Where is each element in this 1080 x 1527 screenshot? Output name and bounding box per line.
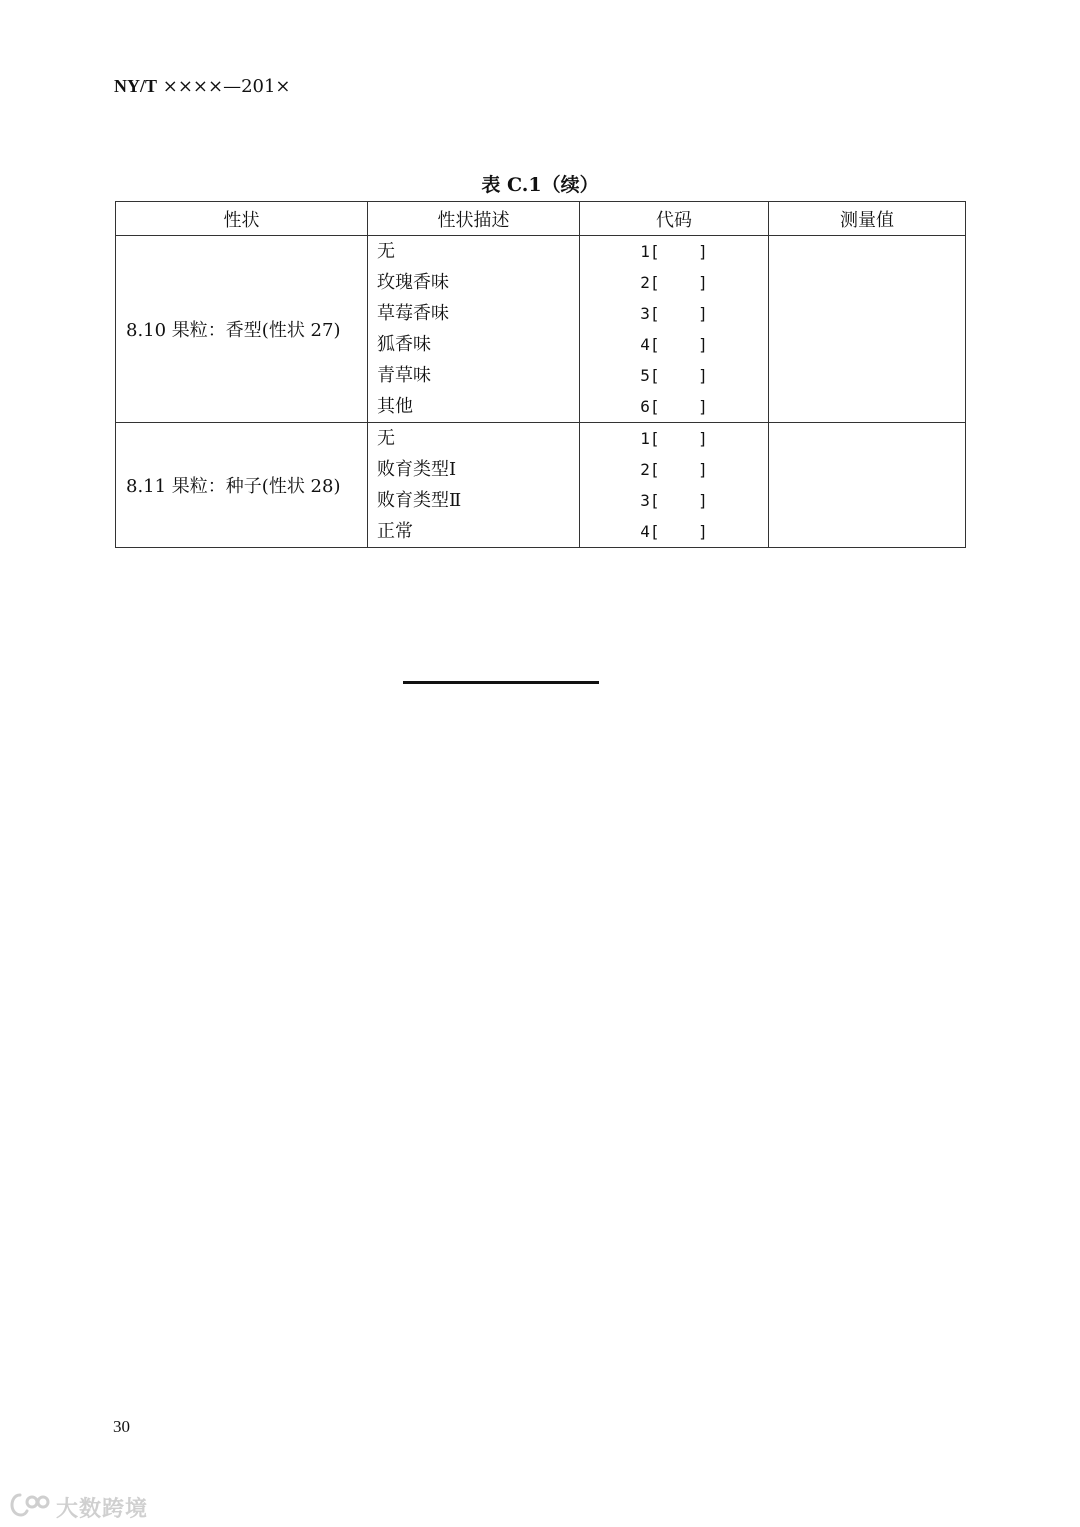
table-caption: 表 C.1（续） <box>481 174 599 196</box>
column-header-trait: 性状 <box>116 202 368 236</box>
end-of-document-rule <box>403 681 599 684</box>
standard-code-header <box>114 76 291 97</box>
description-item: 无 <box>377 241 395 262</box>
table-row <box>116 423 966 548</box>
column-header-measured-value: 测量值 <box>769 202 966 236</box>
code-list <box>580 236 769 423</box>
code-checkbox[interactable]: 1[ ] <box>640 242 708 261</box>
watermark-logo-icon <box>10 1491 50 1523</box>
code-list <box>580 423 769 548</box>
description-list <box>368 236 580 423</box>
measured-value-cell[interactable] <box>769 236 966 423</box>
page-number: 30 <box>113 1417 130 1436</box>
description-item: 玫瑰香味 <box>377 272 449 293</box>
table-header-row <box>116 202 966 236</box>
description-item: 败育类型Ⅱ <box>377 490 462 511</box>
code-checkbox[interactable]: 5[ ] <box>640 366 708 385</box>
code-checkbox[interactable]: 3[ ] <box>640 491 708 510</box>
description-item: 狐香味 <box>377 334 431 355</box>
code-checkbox[interactable]: 2[ ] <box>640 273 708 292</box>
description-item: 草莓香味 <box>377 303 449 324</box>
code-checkbox[interactable]: 6[ ] <box>640 397 708 416</box>
standard-prefix: NY/T <box>114 76 158 96</box>
trait-name: 8.10 果粒：香型(性状 27) <box>116 236 368 423</box>
column-header-code: 代码 <box>580 202 769 236</box>
description-item: 正常 <box>377 521 413 542</box>
code-checkbox[interactable]: 1[ ] <box>640 429 708 448</box>
standard-number: ××××—201× <box>157 76 291 97</box>
description-list <box>368 423 580 548</box>
column-header-description: 性状描述 <box>368 202 580 236</box>
code-checkbox[interactable]: 4[ ] <box>640 335 708 354</box>
code-checkbox[interactable]: 2[ ] <box>640 460 708 479</box>
table-row <box>116 236 966 423</box>
watermark-text: 大数跨境 <box>56 1496 149 1522</box>
description-item: 青草味 <box>377 365 431 386</box>
measured-value-cell[interactable] <box>769 423 966 548</box>
trait-name: 8.11 果粒：种子(性状 28) <box>116 423 368 548</box>
description-item: 其他 <box>377 396 413 417</box>
code-checkbox[interactable]: 3[ ] <box>640 304 708 323</box>
description-item: 无 <box>377 428 395 449</box>
watermark <box>10 1491 148 1523</box>
description-item: 败育类型Ⅰ <box>377 459 457 480</box>
trait-table <box>115 201 966 548</box>
code-checkbox[interactable]: 4[ ] <box>640 522 708 541</box>
